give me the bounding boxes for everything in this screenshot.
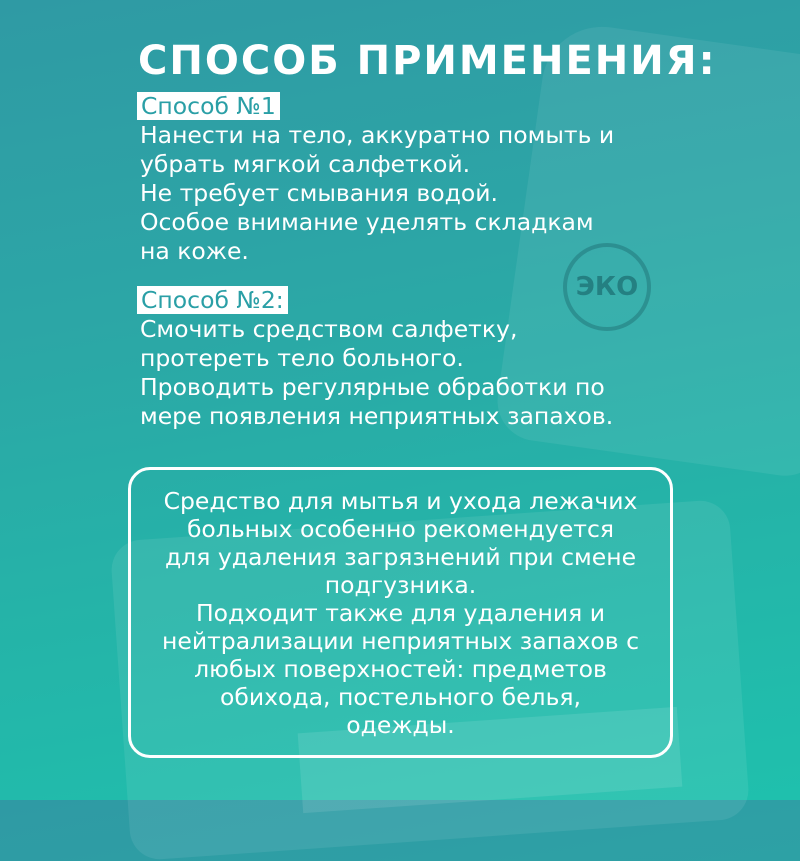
method-1-label: Способ №1 (137, 92, 280, 120)
info-line: обихода, постельного белья, (219, 682, 582, 711)
info-box (128, 467, 673, 758)
method-2-block (140, 286, 613, 431)
method-2-line: Смочить средством салфетку, (140, 315, 518, 343)
method-1-line: Нанести на тело, аккуратно помыть и (140, 121, 615, 149)
method-1-block (140, 92, 614, 266)
info-line: больных особенно рекомендуется (186, 514, 615, 543)
method-1-line: Не требует смывания водой. (140, 179, 498, 207)
info-line: Средство для мытья и ухода лежачих (163, 486, 638, 515)
info-line: нейтрализации неприятных запахов с (162, 626, 639, 655)
info-line: одежды. (346, 710, 455, 739)
info-line: подгузника. (324, 570, 477, 599)
eco-badge-icon: ЭКО (563, 243, 651, 331)
method-2-line: мере появления неприятных запахов. (140, 402, 614, 430)
method-1-line: на коже. (140, 237, 249, 265)
info-line: любых поверхностей: предметов (194, 654, 607, 683)
info-line: для удаления загрязнений при смене (164, 542, 637, 571)
method-2-line: протереть тело больного. (140, 344, 464, 372)
page-title: СПОСОБ ПРИМЕНЕНИЯ: (138, 38, 717, 84)
method-1-line: Особое внимание уделять складкам (140, 208, 594, 236)
method-2-label: Способ №2: (137, 286, 288, 314)
method-1-line: убрать мягкой салфеткой. (140, 150, 471, 178)
info-line: Подходит также для удаления и (195, 598, 606, 627)
method-2-line: Проводить регулярные обработки по (140, 373, 605, 401)
